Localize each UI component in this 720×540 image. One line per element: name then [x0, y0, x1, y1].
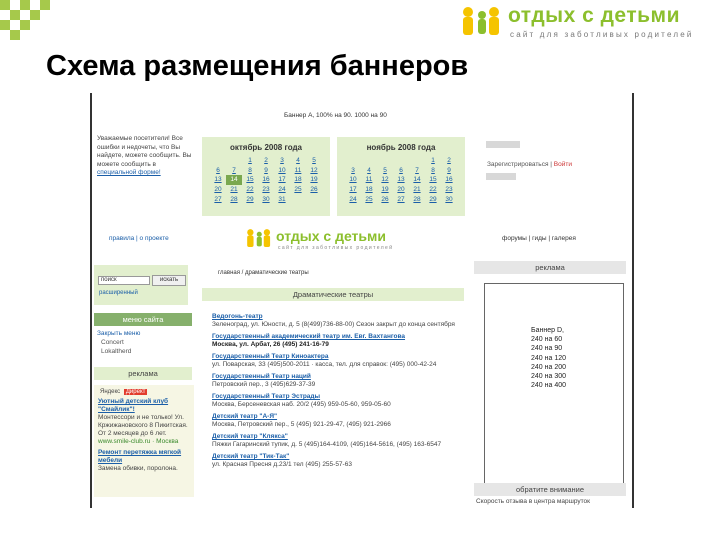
calendar-grid	[210, 156, 322, 204]
calendar-day[interactable]: 10	[349, 176, 357, 184]
calendar-day[interactable]: 1	[248, 157, 252, 165]
banner-d-line: 240 на 60	[531, 336, 563, 344]
calendar-week	[210, 175, 322, 185]
menu-title: меню сайта	[94, 313, 192, 326]
theatre-address: ул. Поварская, 33 (495)500-2011 · касса, тел. для справок: (495) 000-42-24	[212, 361, 437, 368]
top-banner-label: Баннер А, 100% на 90. 1000 на 90	[284, 112, 387, 119]
calendar-day[interactable]: 7	[232, 166, 236, 174]
calendar-day	[345, 156, 361, 166]
calendar-day[interactable]: 23	[445, 186, 453, 194]
banner-d-line: 240 на 300	[531, 373, 567, 381]
calendar-grid	[345, 156, 457, 204]
calendar-day[interactable]: 26	[310, 186, 318, 194]
calendar-day[interactable]: 27	[397, 195, 405, 203]
theatre-item	[212, 333, 467, 349]
direct-tag: Директ	[125, 389, 146, 395]
banner-d-line: 240 на 90	[531, 345, 563, 353]
calendar-day	[361, 156, 377, 166]
theatre-name-link[interactable]: Государственный Театр Эстрады	[212, 393, 321, 400]
calendar-day[interactable]: 11	[294, 166, 302, 174]
calendar-title: октябрь 2008 года	[230, 143, 302, 152]
brand-logo	[458, 4, 718, 44]
search-button[interactable]: искать	[152, 275, 186, 286]
calendar-day	[290, 194, 306, 204]
theatre-list	[212, 313, 467, 473]
calendar-day[interactable]: 12	[310, 166, 318, 174]
site-logo[interactable]	[244, 228, 434, 254]
calendar-day[interactable]: 13	[214, 176, 222, 184]
calendar-day[interactable]: 28	[230, 195, 238, 203]
calendar-day[interactable]: 30	[262, 195, 270, 203]
theatre-name-link[interactable]: Ведогонь-театр	[212, 313, 263, 320]
calendar-day[interactable]: 2	[264, 157, 268, 165]
register-link[interactable]: Зарегистрироваться	[487, 161, 549, 168]
calendar-day[interactable]: 11	[365, 176, 373, 184]
calendar-week	[210, 166, 322, 176]
theatre-address: Москва, Петровский пер., 5 (495) 921-29-47, (495) 921-2966	[212, 421, 391, 428]
calendar-day[interactable]: 17	[278, 176, 286, 184]
theatre-item	[212, 453, 467, 469]
calendar-day[interactable]: 9	[264, 166, 268, 174]
login-link[interactable]: Войти	[553, 161, 572, 168]
slide-title: Схема размещения баннеров	[46, 50, 469, 82]
left-ads-title: реклама	[94, 367, 192, 380]
calendar-day[interactable]: 14	[413, 176, 421, 184]
calendar-day	[226, 156, 242, 166]
calendar-day[interactable]: 5	[383, 166, 387, 174]
calendar-week	[210, 194, 322, 204]
attention-link[interactable]: Скорость отзыва в центра маршруток	[476, 498, 590, 505]
calendar-day[interactable]: 8	[431, 166, 435, 174]
calendar-day[interactable]: 23	[262, 186, 270, 194]
calendar-week	[345, 185, 457, 195]
auth-links: Зарегистрироваться | Войти	[487, 161, 572, 168]
menu-items	[97, 329, 140, 356]
calendar-day[interactable]: 19	[381, 186, 389, 194]
theatre-name-link[interactable]: Детский театр "А-Я"	[212, 413, 278, 420]
calendar-day	[393, 156, 409, 166]
theatre-address: Петровский пер., 3 (495)629-37-39	[212, 381, 316, 388]
theatre-name-link[interactable]: Детский театр "Тик-Так"	[212, 453, 290, 460]
attention-title: обратите внимание	[474, 483, 626, 496]
calendar-day[interactable]: 28	[413, 195, 421, 203]
calendar-day[interactable]: 16	[445, 176, 453, 184]
banner-d-line: 240 на 400	[531, 382, 567, 390]
calendar-day[interactable]: 22	[429, 186, 437, 194]
site-logo-slogan: сайт для заботливых родителей	[278, 245, 394, 251]
theatre-name-link[interactable]: Государственный академический театр им. Евг. Вахтангова	[212, 333, 406, 340]
calendar-day[interactable]: 1	[431, 157, 435, 165]
brand-slogan: сайт для заботливых родителей	[510, 30, 694, 39]
theatre-item	[212, 313, 467, 329]
calendar-day[interactable]: 13	[397, 176, 405, 184]
site-logo-name: отдых с детьми	[276, 228, 386, 244]
calendar-week	[345, 194, 457, 204]
page-mockup	[90, 93, 634, 508]
calendar-day[interactable]: 22	[246, 186, 254, 194]
calendar-day	[306, 194, 322, 204]
calendar-november	[337, 137, 465, 216]
calendar-day[interactable]: 16	[262, 176, 270, 184]
ad-url[interactable]: www.smile-club.ru · Москва	[98, 438, 179, 445]
calendar-day[interactable]: 24	[349, 195, 357, 203]
calendar-day[interactable]: 26	[381, 195, 389, 203]
calendar-day[interactable]: 12	[381, 176, 389, 184]
banner-d-line: 240 на 200	[531, 363, 567, 371]
section-title: Драматические театры	[202, 288, 464, 301]
calendar-day[interactable]: 14	[226, 175, 242, 185]
calendar-week	[210, 156, 322, 166]
calendar-day[interactable]: 20	[397, 186, 405, 194]
calendar-day[interactable]: 19	[310, 176, 318, 184]
theatre-name-link[interactable]: Государственный Театр наций	[212, 373, 311, 380]
calendar-day[interactable]: 7	[415, 166, 419, 174]
yandex-text: Яндекс	[100, 389, 121, 395]
banner-d-line: Баннер D,	[531, 327, 564, 334]
menu-item[interactable]: Закрыть меню	[97, 330, 141, 337]
theatre-address: Зеленоград, ул. Юности, д. 5 (8(499)736-88-00) Сезон закрыт до конца сентября	[212, 321, 455, 328]
calendar-day[interactable]: 6	[216, 166, 220, 174]
calendar-day[interactable]: 21	[413, 186, 421, 194]
theatre-item	[212, 373, 467, 389]
banner-d-placeholder	[484, 283, 624, 484]
calendar-week	[345, 175, 457, 185]
calendar-day[interactable]: 3	[280, 157, 284, 165]
theatre-item	[212, 413, 467, 429]
theatre-address: Москва, Берсеневская наб. 20/2 (495) 959-05-60, 959-05-60	[212, 401, 391, 408]
calendar-day[interactable]: 4	[296, 157, 300, 165]
ad-title-link[interactable]: Ремонт перетяжка мягкой мебели	[98, 449, 182, 464]
calendar-october	[202, 137, 330, 216]
calendar-day[interactable]: 17	[349, 186, 357, 194]
calendar-week	[345, 166, 457, 176]
theatre-address: Пяжки Гагаринский тупик, д. 5 (495)164-4109, (495)164-5616, (495) 163-6547	[212, 441, 442, 448]
notice-box	[97, 135, 197, 178]
menu-item[interactable]: Concert	[101, 339, 124, 346]
search-panel	[94, 265, 188, 305]
left-nav[interactable]: правила | о проекте	[109, 235, 169, 242]
calendar-day[interactable]: 21	[230, 186, 238, 194]
calendar-day[interactable]: 10	[278, 166, 286, 174]
theatre-name-link[interactable]: Детский театр "Кляксa"	[212, 433, 288, 440]
calendar-day[interactable]: 29	[246, 195, 254, 203]
theatre-item	[212, 353, 467, 369]
brand-name: отдых с детьми	[508, 4, 680, 27]
placeholder-bar	[486, 173, 516, 180]
theatre-item	[212, 393, 467, 409]
calendar-week	[345, 156, 457, 166]
calendar-day[interactable]: 3	[351, 166, 355, 174]
calendar-day	[409, 156, 425, 166]
search-input[interactable]: поиск	[98, 276, 150, 285]
calendar-day	[210, 156, 226, 166]
calendar-day[interactable]: 30	[445, 195, 453, 203]
calendar-day[interactable]: 20	[214, 186, 222, 194]
calendar-day[interactable]: 5	[312, 157, 316, 165]
theatre-address: ул. Красная Пресня д.23/1 тел (495) 255-57-63	[212, 461, 352, 468]
calendar-day[interactable]: 24	[278, 186, 286, 194]
notice-text: Уважаемые посетители! Все ошибки и недочеты, что Вы найдете, можете сообщить. Вы можете сообщить в	[97, 135, 192, 168]
advanced-search-link[interactable]: расширенный	[99, 290, 138, 296]
right-nav[interactable]: форумы | гиды | галерея	[502, 235, 576, 242]
calendar-day[interactable]: 2	[447, 157, 451, 165]
calendar-day[interactable]: 25	[365, 195, 373, 203]
calendar-day[interactable]: 25	[294, 186, 302, 194]
calendar-day[interactable]: 4	[367, 166, 371, 174]
calendar-day[interactable]: 6	[399, 166, 403, 174]
banner-d-line: 240 на 120	[531, 354, 567, 362]
right-ads-title: реклама	[474, 261, 626, 274]
menu-item[interactable]: Lokaltherd	[101, 348, 132, 355]
ad-title-link[interactable]: Уютный детский клуб "Смайлик"!	[98, 398, 169, 413]
calendar-day[interactable]: 18	[294, 176, 302, 184]
calendar-day[interactable]: 31	[278, 195, 286, 203]
calendar-week	[210, 185, 322, 195]
calendar-day[interactable]: 15	[429, 176, 437, 184]
calendar-day[interactable]: 8	[248, 166, 252, 174]
theatre-address: Москва, ул. Арбат, 26 (495) 241-16-79	[212, 341, 329, 348]
calendar-day[interactable]: 18	[365, 186, 373, 194]
calendar-day[interactable]: 27	[214, 195, 222, 203]
calendar-day[interactable]: 9	[447, 166, 451, 174]
calendar-day	[377, 156, 393, 166]
calendar-title: ноябрь 2008 года	[366, 143, 436, 152]
ad-text: Замена обивки, поролона.	[98, 465, 178, 472]
notice-form-link[interactable]: специальной форме!	[97, 169, 161, 176]
kids-logo-icon	[244, 228, 272, 252]
breadcrumb[interactable]: главная / драматические театры	[218, 270, 309, 276]
calendar-day[interactable]: 29	[429, 195, 437, 203]
left-ads-block	[94, 385, 194, 497]
kids-logo-icon	[458, 6, 502, 42]
calendar-day[interactable]: 15	[246, 176, 254, 184]
theatre-item	[212, 433, 467, 449]
theatre-name-link[interactable]: Государственный Театр Киноактера	[212, 353, 329, 360]
yandex-direct-label	[98, 389, 190, 395]
ad-text: Монтессори и не только! Ул. Кржижановского 8 Пикитская. От 2 месяцев до 6 лет.	[98, 414, 188, 437]
banner-d-lines	[531, 326, 566, 390]
header-placeholders	[486, 141, 520, 154]
decor-squares	[0, 0, 60, 42]
